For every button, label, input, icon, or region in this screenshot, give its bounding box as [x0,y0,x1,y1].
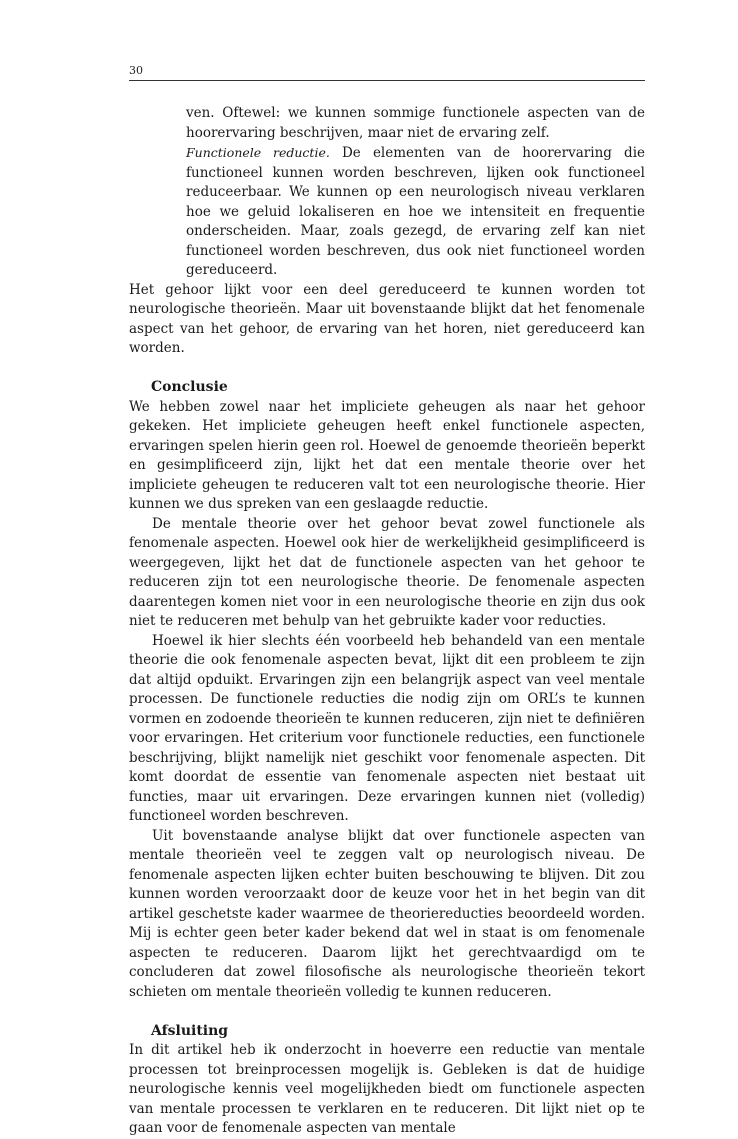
conclusie-paragraph: Uit bovenstaande analyse blijkt dat over functionele aspecten van mentale theorieën veel te zeggen valt op neurologisch niveau. De fenomenale aspecten lijken echter buiten beschouwing te blijven. Dit zou kunnen worden veroorzaakt door de keuze voor het in het begin van dit artikel geschetste kader waarmee de theoriereducties beoordeeld worden. Mij is echter geen beter kader bekend dat wel in staat is om fenomenale aspecten te reduceren. Daarom lijkt het gerechtvaardigd om te concluderen dat zowel filosofische als neurologische theorieën tekort schieten om mentale theorieën volledig te kunnen reduceren. [129,827,645,1000]
conclusie-paragraph: Hoewel ik hier slechts één voorbeeld heb behandeld van een mentale theorie die ook fenomenale aspecten bevat, lijkt dit een probleem te zijn dat altijd opduikt. Ervaringen zijn een belangrijk aspect van veel mentale processen. De functionele reducties die nodig zijn om ORL’s te kunnen vormen en zodoende theorieën te kunnen reduceren, zijn niet te definiëren voor ervaringen. Het criterium voor functionele reducties, een functionele beschrijving, blijkt namelijk niet geschikt voor fenomenale aspecten. Dit komt doordat de essentie van fenomenale aspecten niet bestaat uit functies, maar uit ervaringen. Deze ervaringen kunnen niet (volledig) functioneel worden beschreven. [129,632,645,824]
section-heading-conclusie: Conclusie [151,379,228,395]
conclusie-paragraph: We hebben zowel naar het impliciete geheugen als naar het gehoor gekeken. Het impliciete geheugen heeft enkel functionele aspecten, ervaringen spelen hierin geen rol. Hoewel de genoemde theorieën beperkt en gesimplificeerd zijn, lijkt het dat een mentale theorie over het impliciete geheugen te reduceren valt tot een neurologische theorie. Hier kunnen we dus spreken van een geslaagde reductie. [129,398,645,512]
body-paragraph: Het gehoor lijkt voor een deel gereduceerd te kunnen worden tot neurologische theorieën. Maar uit bovenstaande blijkt dat het fenomenale aspect van het gehoor, de ervaring van het horen, niet gereduceerd kan worden. [129,281,645,356]
header-rule [129,80,645,81]
page-content [129,104,645,1139]
quote-term: Functionele reductie. [186,145,330,160]
section-heading-afsluiting: Afsluiting [151,1022,229,1039]
quote-paragraph: ven. Oftewel: we kunnen sommige functionele aspecten van de hoorervaring beschrijven, maar niet de ervaring zelf. [186,105,645,141]
page-number: 30 [129,64,143,77]
quote-text: De elementen van de hoorervaring die functioneel kunnen worden beschreven, lijken ook functioneel reduceerbaar. We kunnen op een neurologisch niveau verklaren hoe we geluid lokaliseren en hoe we intensiteit en frequentie onderscheiden. Maar, zoals gezegd, de ervaring zelf kan niet functioneel worden beschreven, dus ook niet functioneel worden gereduceerd. [186,145,646,278]
afsluiting-paragraph: In dit artikel heb ik onderzocht in hoeverre een reductie van mentale processen tot breinprocessen mogelijk is. Gebleken is dat de huidige neurologische kennis veel mogelijkheden biedt om functionele aspecten van mentale processen te verklaren en te reduceren. Dit lijkt niet op te gaan voor de fenomenale aspecten van mentale [129,1042,645,1136]
conclusie-paragraph: De mentale theorie over het gehoor bevat zowel functionele als fenomenale aspecten. Hoewel ook hier de werkelijkheid gesimplificeerd is weergegeven, lijkt het dat de functionele aspecten van het gehoor te reduceren zijn tot een neurologische theorie. De fenomenale aspecten daarentegen komen niet voor in een neurologische theorie en zijn dus ook niet te reduceren met behulp van het gebruikte kader voor reducties. [129,515,645,629]
section-gap [129,359,645,379]
quote-paragraph-reductie [186,143,645,281]
section-gap [129,1002,645,1022]
